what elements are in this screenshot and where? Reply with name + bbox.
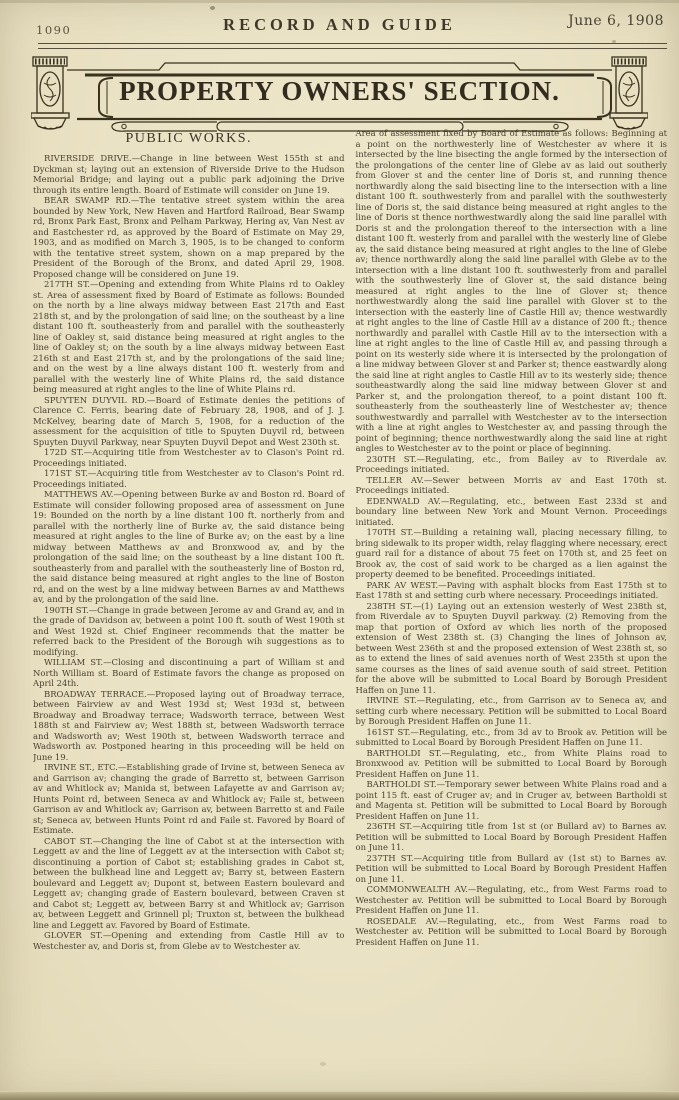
- paragraph: 230TH ST.—Regulating, etc., from Bailey av to Riverdale av. Proceedings initiated.: [355, 453, 667, 474]
- public-works-heading: PUBLIC WORKS.: [125, 131, 253, 146]
- banner-pillar-left-icon: [31, 57, 69, 129]
- paragraph: 217TH ST.—Opening and extending from White Plains rd to Oakley st. Area of assessment fixed by Board of Estimate as follows: Bounded on the north by a line always midway between East 217th and East 218th st, and by the prolongation of said line; on the southeast by a line distant 100 ft. southeasterly from and parallel with the southeasterly line of Oakley st, said distance being measured at right angles to the line of Oakley st; on the south by a line always midway between East 216th st and East 217th st, and by the prolongations of the said line; and on the west by a line always distant 100 ft. westerly from and parallel with the westerly line of White Plains rd, the said distance being measured at right angles to the line of White Plains rd.: [33, 279, 345, 394]
- paragraph: 171ST ST.—Acquiring title from Westchester av to Clason's Point rd. Proceedings initiated.: [33, 468, 345, 489]
- paragraph: MATTHEWS AV.—Opening between Burke av and Boston rd. Board of Estimate will consider following proposed area of assessment on June 19: Bounded on the north by a line distant 100 ft. northerly from and parallel with the northerly line of Burke av, the said distance being measured at right angles to the line of Burke av; on the east by a line midway between Matthews av and Bronxwood av, and by the prolongation of the said line; on the southeast by a line distant 100 ft. southeasterly from and parallel with the southeasterly line of Boston rd, the said distance being measured at right angles to the line of Boston rd, and on the west by a line midway between Barnes av and Matthews av, and by the prolongation of the said line.: [33, 489, 345, 604]
- paragraph: 190TH ST.—Change in grade between Jerome av and Grand av, and in the grade of Davidson av, between a point 100 ft. south of West 190th st and West 192d st. Chief Engineer recommends that the matter be referred back to the President of the Borough wih suggestions as to modifying.: [33, 604, 345, 657]
- paragraph: RIVERSIDE DRIVE.—Change in line between West 155th st and Dyckman st; laying out an extension of Riverside Drive to the Hudson Memorial Bridge; and laying out a public park adjoining the Drive through its entire length. Board of Estimate will consider on June 19.: [33, 153, 345, 195]
- paragraph: GLOVER ST.—Opening and extending from Castle Hill av to Westchester av, and Doris st, from Glebe av to Westchester av.: [33, 930, 345, 951]
- masthead-rule: [38, 43, 667, 49]
- paragraph: PARK AV WEST.—Paving with asphalt blocks from East 175th st to East 178th st and setting curb where necessary. Proceedings initiated.: [355, 579, 667, 600]
- paragraph: BEAR SWAMP RD.—The tentative street system within the area bounded by New York, New Haven and Hartford Railroad, Bear Swamp rd, Bronx Park East, Bronx and Pelham Parkway, Hering av, Van Nest av and Eastchester rd, as approved by the Board of Estimate on May 29, 1903, and as modified on March 3, 1905, is to be changed to conform with the tentative street system, shown on a map prepared by the President of the Borough of the Bronx, and dated April 29, 1908. Proposed change will be considered on June 19.: [33, 195, 345, 279]
- paragraph: 170TH ST.—Building a retaining wall, placing necessary filling, to bring sidewalk to its proper width, relay flagging where necessary, erect guard rail for a distance of about 75 feet on 170th st, and 25 feet on Brook av, the cost of said work to be charged as a lien against the property deemed to be benefited. Proceedings initiated.: [355, 527, 667, 579]
- issue-date: June 6, 1908: [568, 13, 664, 29]
- article-body: [33, 128, 667, 1086]
- paragraph: 172D ST.—Acquiring title from Westchester av to Clason's Point rd. Proceedings initiated.: [33, 447, 345, 468]
- paragraph: SPUYTEN DUYVIL RD.—Board of Estimate denies the petitions of Clarence C. Ferris, bearing date of February 28, 1908, and of J. J. McKelvey, bearing date of March 5, 1908, for a reduction of the assessment for the acquisition of title to Spuyten Duyvil rd, between Spuyten Duyvil Parkway, near Spuyten Duyvil Depot and West 230th st.: [33, 394, 345, 447]
- paragraph: CABOT ST.—Changing the line of Cabot st at the intersection with Leggett av and the line of Leggett av at the intersection with Cabot st; discontinuing a portion of Cabot st; establishing grades in Cabot st, between the bulkhead line and Leggett av; Barry st, between Eastern boulevard and Leggett av; Dupont st, between Eastern boulevard and Leggett av; changing grade of Eastern boulevard, between Craven st and Cabot st; Leggett av, between Barry st and Whitlock av; Garrison av, between Leggett and Grinnell pl; Truxton st, between the bulkhead line and Leggett av. Favored by Board of Estimate.: [33, 835, 345, 930]
- paragraph: IRVINE ST.—Regulating, etc., from Garrison av to Seneca av, and setting curb where necessary. Petition will be submitted to Local Board by Borough President Haffen on June 11.: [355, 695, 667, 726]
- right-column: [356, 128, 668, 1086]
- scan-artifact: [210, 6, 215, 10]
- paragraph: WILLIAM ST.—Closing and discontinuing a part of William st and North William st. Board of Estimate favors the change as proposed on April 24th.: [33, 657, 345, 688]
- paragraph: 237TH ST.—Acquiring title from Bullard av (1st st) to Barnes av. Petition will be submitted to Local Board by Borough President Haffen on June 11.: [355, 852, 667, 884]
- section-banner-title: PROPERTY OWNERS' SECTION.: [119, 76, 560, 106]
- right-column-paragraphs: [356, 128, 668, 947]
- paragraph: ROSEDALE AV.—Regulating, etc., from West Farms road to Westchester av. Petition will be submitted to Local Board by Borough President Haffen on June 11.: [355, 915, 667, 947]
- paragraph: COMMONWEALTH AV.—Regulating, etc., from West Farms road to Westchester av. Petition will be submitted to Local Board by Borough President Haffen on June 11.: [355, 884, 667, 915]
- page-number: 1090: [36, 23, 72, 37]
- paragraph: 238TH ST.—(1) Laying out an extension westerly of West 238th st, from Riverdale av to Spuyten Duyvil parkway. (2) Removing from the map that portion of Oxford av which lies north of the proposed extension of West 238th st. (3) Changing the lines of Johnson av, between West 236th st and the proposed extension of West 238th st, so as to extend the lines of said avenues north of West 235th st upon the same courses as the lines of said avenue south of said street. Petition for the above will be submitted to Local Board by Borough President Haffen on June 11.: [355, 600, 667, 695]
- paragraph: EDENWALD AV.—Regulating, etc., between East 233d st and boundary line between New York and Mount Vernon. Proceedings initiated.: [355, 495, 667, 527]
- paragraph: BARTHOLDI ST.—Temporary sewer between White Plains road and a point 115 ft. east of Cruger av; and in Cruger av, between Bartholdi st and Magenta st. Petition will be submitted to Local Board by Borough President Haffen on June 11.: [355, 779, 667, 821]
- paragraph: 236TH ST.—Acquiring title from 1st st (or Bullard av) to Barnes av. Petition will be submitted to Local Board by Borough President Haffen on June 11.: [355, 821, 667, 852]
- banner-pillar-right-icon: [610, 57, 648, 129]
- paragraph: TELLER AV.—Sewer between Morris av and East 170th st. Proceedings initiated.: [355, 474, 667, 495]
- left-column-paragraphs: [33, 153, 345, 951]
- scan-edge-top: [0, 0, 679, 3]
- paragraph: BROADWAY TERRACE.—Proposed laying out of Broadway terrace, between Fairview av and West 193d st; West 193d st, between Broadway and Broadway terrace; Wadsworth terrace, between West 188th st and Fairview av; West 188th st, between Wadsworth terrace and Wadsworth av; West 190th st, between Wadsworth terrace and Wadsworth av. Postponed hearing in this proceeding will be held on June 19.: [33, 688, 345, 762]
- scan-edge-bottom: [0, 1091, 679, 1100]
- paragraph: Area of assessment fixed by Board of Estimate as follows: Beginning at a point on the northwesterly line of Westchester av where it is intersected by the line bisecting the angle formed by the intersection of the prolongations of the center line of Glebe av as laid out southerly from Glover st and the center line of Doris st, and running thence northwardly along the said bisecting line to the intersection with a line distant 100 ft. southwesterly from and parallel with the southwesterly line of Doris st, the said distance being measured at right angles to the line of Doris st thence northwestwardly along the said line parallel with Doris st and the prolongation thereof to the intersection with a line distant 100 ft. westerly from and parallel with the westerly line of Glebe av, the said distance being measured at right angles to the line of Glebe av; thence northwardly along the said line parallel with Glebe av to the intersection with a line distant 100 ft. southwesterly from and parallel with the southwesterly line of Glover st, the said distance being measured at right angles to the line of Glover st; thence northwestwardly along the said line parallel with Glover st to the intersection with the easterly line of Castle Hill av; thence westwardly at right angles to the line of Castle Hill av a distance of 200 ft.; thence northwardly and parallel with Castle Hill av to the intersection with a line at right angles to the line of Castle Hill av, and passing through a point on its westerly side where it is intersected by the prolongation of a line midway between Glover st and Parker st; thence eastwardly along the said line at right angles to Castle Hill av to its westerly side; thence southeastwardly along the said line midway between Glover st and Parker st, and the prolongation thereof, to a point distant 100 ft. southeasterly from the southeasterly line of Westchester av; thence southwestwardly and parrallel with Westchester av to the intersection with a line at right angles to Westchester av, and passing through the point of beginning; thence northwestwardly along the said line at right angles to Westchester av to the point or place of beginning.: [355, 128, 667, 453]
- left-column: [33, 128, 345, 1086]
- publication-title: RECORD AND GUIDE: [223, 15, 456, 34]
- paragraph: 161ST ST.—Regulating, etc., from 3d av to Brook av. Petition will be submitted to Local Board by Borough President Haffen on June 11.: [355, 726, 667, 747]
- paragraph: IRVINE ST., ETC.—Establishing grade of Irvine st, between Seneca av and Garrison av; changing the grade of Barretto st, between Garrison av and Whitlock av; Manida st, between Lafayette av and Garrison av; Hunts Point rd, between Seneca av and Whitlock av; Faile st, between Garrison av and Whitlock av; Garrison av, between Barretto st and Faile st; Seneca av, between Hunts Point rd and Faile st. Favored by Board of Estimate.: [33, 762, 345, 835]
- paragraph: BARTHOLDI ST.—Regulating, etc., from White Plains road to Bronxwood av. Petition will be submitted to Local Board by Borough President Haffen on June 11.: [355, 747, 667, 779]
